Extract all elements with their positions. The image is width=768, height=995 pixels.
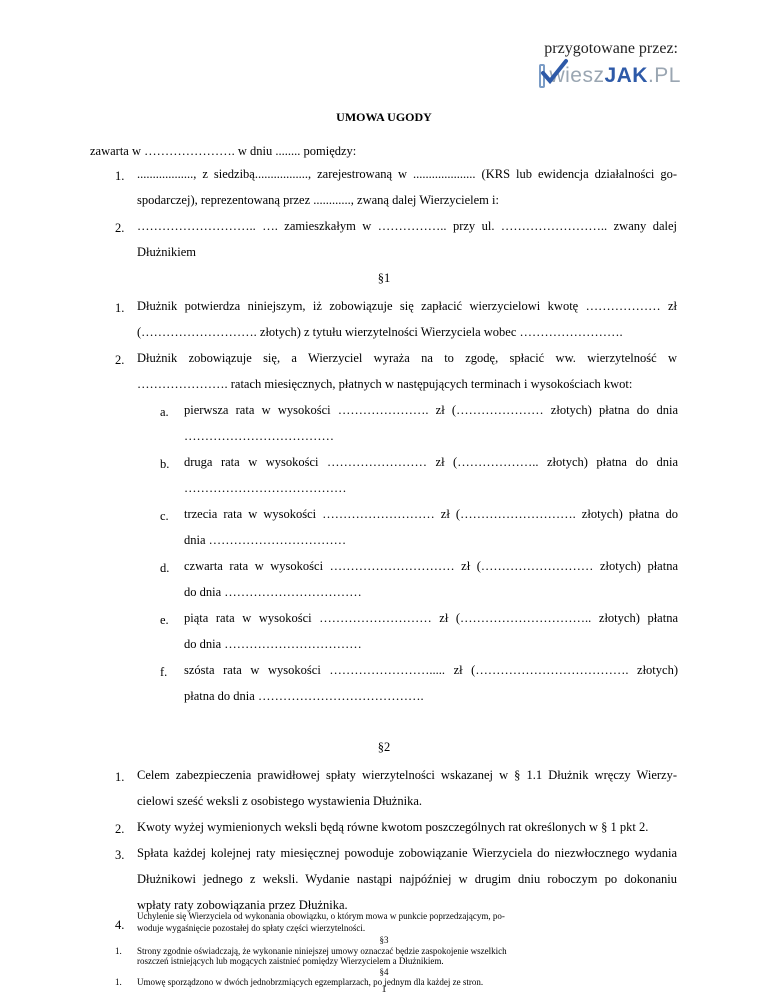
party-1-line2: spodarczej), reprezentowaną przez ............, zwaną dalej Wierzycielem i: (137, 193, 499, 207)
s2-p2-number: 2. (115, 822, 125, 836)
tail-area (0, 911, 768, 995)
document-title: UMOWA UGODY (336, 110, 432, 124)
party-2-line1: ……………………….. …. zamieszkałym w …………….. przy ul. …………………….. zwany dalej (137, 219, 677, 233)
rate-c-letter: c. (160, 509, 169, 523)
rate-a-line1: pierwsza rata w wysokości …………………. zł (………………… złotych) płatna do dnia (184, 403, 678, 417)
s1-p2-line1: Dłużnik zobowiązuje się, a Wierzyciel wyraża na to zgodę, spłacić ww. wierzytelność w (137, 351, 677, 365)
s2-p4-line1: Uchylenie się Wierzyciela od wykonania obowiązku, o którym mowa w punkcie poprzedzającym, po- (137, 911, 505, 921)
s4-p1-number: 1. (115, 977, 122, 987)
rate-b-line2: ………………………………… (184, 481, 347, 495)
prepared-by-label: przygotowane przez: (544, 40, 678, 57)
section-1-heading: §1 (377, 271, 391, 285)
s2-p3-number: 3. (115, 848, 125, 862)
s2-p4-line2: woduje wygaśnięcie pozostałej do spłaty części wierzytelności. (137, 923, 366, 933)
wieszjak-logo (539, 61, 681, 91)
rate-f-line2: płatna do dnia …………………………………. (184, 689, 424, 703)
s1-p1-number: 1. (115, 301, 125, 315)
intro-line: zawarta w …………………. w dniu ........ pomiędzy: (90, 144, 357, 158)
logo-text-jak: JAK (604, 64, 648, 87)
rate-d-line1: czwarta rata w wysokości ………………………… zł (……………………… złotych) płatna (184, 559, 678, 573)
rate-d-letter: d. (160, 561, 170, 575)
s2-p4-number: 4. (115, 918, 125, 932)
logo-text-pl: .PL (647, 64, 681, 87)
s1-p2-line2: …………………. ratach miesięcznych, płatnych w następujących terminach i wysokościach kwot: (137, 377, 633, 391)
party-2-line2: Dłużnikiem (137, 245, 197, 259)
s4-p1-line1: Umowę sporządzono w dwóch jednobrzmiących egzemplarzach, po jednym dla każdej ze stron. (137, 977, 484, 987)
s2-p3-line2: Dłużnikowi jednego z weksli. Wydanie nastąpi najpóźniej w drugim dniu roboczym po dokonaniu (137, 872, 677, 886)
rate-b-letter: b. (160, 457, 170, 471)
party-2-number: 2. (115, 221, 125, 235)
s2-p3-line1: Spłata każdej kolejnej raty miesięcznej powoduje zobowiązanie Wierzyciela do niezwłocznego wydania (137, 846, 677, 860)
rate-b-line1: druga rata w wysokości …………………… zł (……………….. złotych) płatna do dnia (184, 455, 678, 469)
rate-e-line2: do dnia …………………………… (184, 637, 362, 651)
rate-f-letter: f. (160, 665, 168, 679)
rate-e-letter: e. (160, 613, 169, 627)
s2-p1-line1: Celem zabezpieczenia prawidłowej spłaty wierzytelności wskazanej w § 1.1 Dłużnik wręczy Wierzy- (137, 768, 677, 782)
rate-f-line1: szósta rata w wysokości ……………………..... zł (………………………………. złotych) (184, 663, 678, 677)
section-3-heading: §3 (379, 935, 389, 945)
s2-p1-line2: cielowi sześć weksli z osobistego wystawienia Dłużnika. (137, 794, 422, 808)
rate-a-line2: ……………………………… (184, 429, 334, 443)
section-2-heading: §2 (377, 740, 391, 754)
s1-p1-line2: (………………………. złotych) z tytułu wierzytelności Wierzyciela wobec ……………………. (137, 325, 623, 339)
rate-e-line1: piąta rata w wysokości ……………………… zł (………………………….. złotych) płatna (184, 611, 678, 625)
s2-p1-number: 1. (115, 770, 125, 784)
rate-c-line2: dnia …………………………… (184, 533, 347, 547)
checkbox-logo-icon (539, 64, 545, 88)
rate-c-line1: trzecia rata w wysokości ……………………… zł (………………………. złotych) płatna do (184, 507, 678, 521)
section-4-heading: §4 (379, 967, 389, 977)
rate-a-letter: a. (160, 405, 169, 419)
logo-text-wiesz: wiesz (549, 64, 605, 87)
s3-p1-line1: Strony zgodnie oświadczają, że wykonanie niniejszej umowy oznaczać będzie zaspokojenie wszelkich (137, 946, 507, 956)
s2-p2-line1: Kwoty wyżej wymienionych weksli będą równe kwotom poszczególnych rat określonych w § 1 pkt 2. (137, 820, 649, 834)
s2-p3-line3: wpłaty raty zobowiązania przez Dłużnika. (137, 898, 348, 912)
s1-p2-number: 2. (115, 353, 125, 367)
party-1-number: 1. (115, 169, 125, 183)
rate-d-line2: do dnia …………………………… (184, 585, 362, 599)
s3-p1-number: 1. (115, 946, 122, 956)
page-number: 1 (381, 984, 387, 995)
party-1-line1: .................., z siedzibą................., zarejestrowaną w .................... (KRS lub ewidencja działalności go- (137, 167, 677, 181)
s3-p1-line2: roszczeń istniejących lub mogących zaistnieć pomiędzy Wierzycielem a Dłużnikiem. (137, 956, 444, 966)
s1-p1-line1: Dłużnik potwierdza niniejszym, iż zobowiązuje się zapłacić wierzycielowi kwotę ……………… zł (137, 299, 677, 313)
